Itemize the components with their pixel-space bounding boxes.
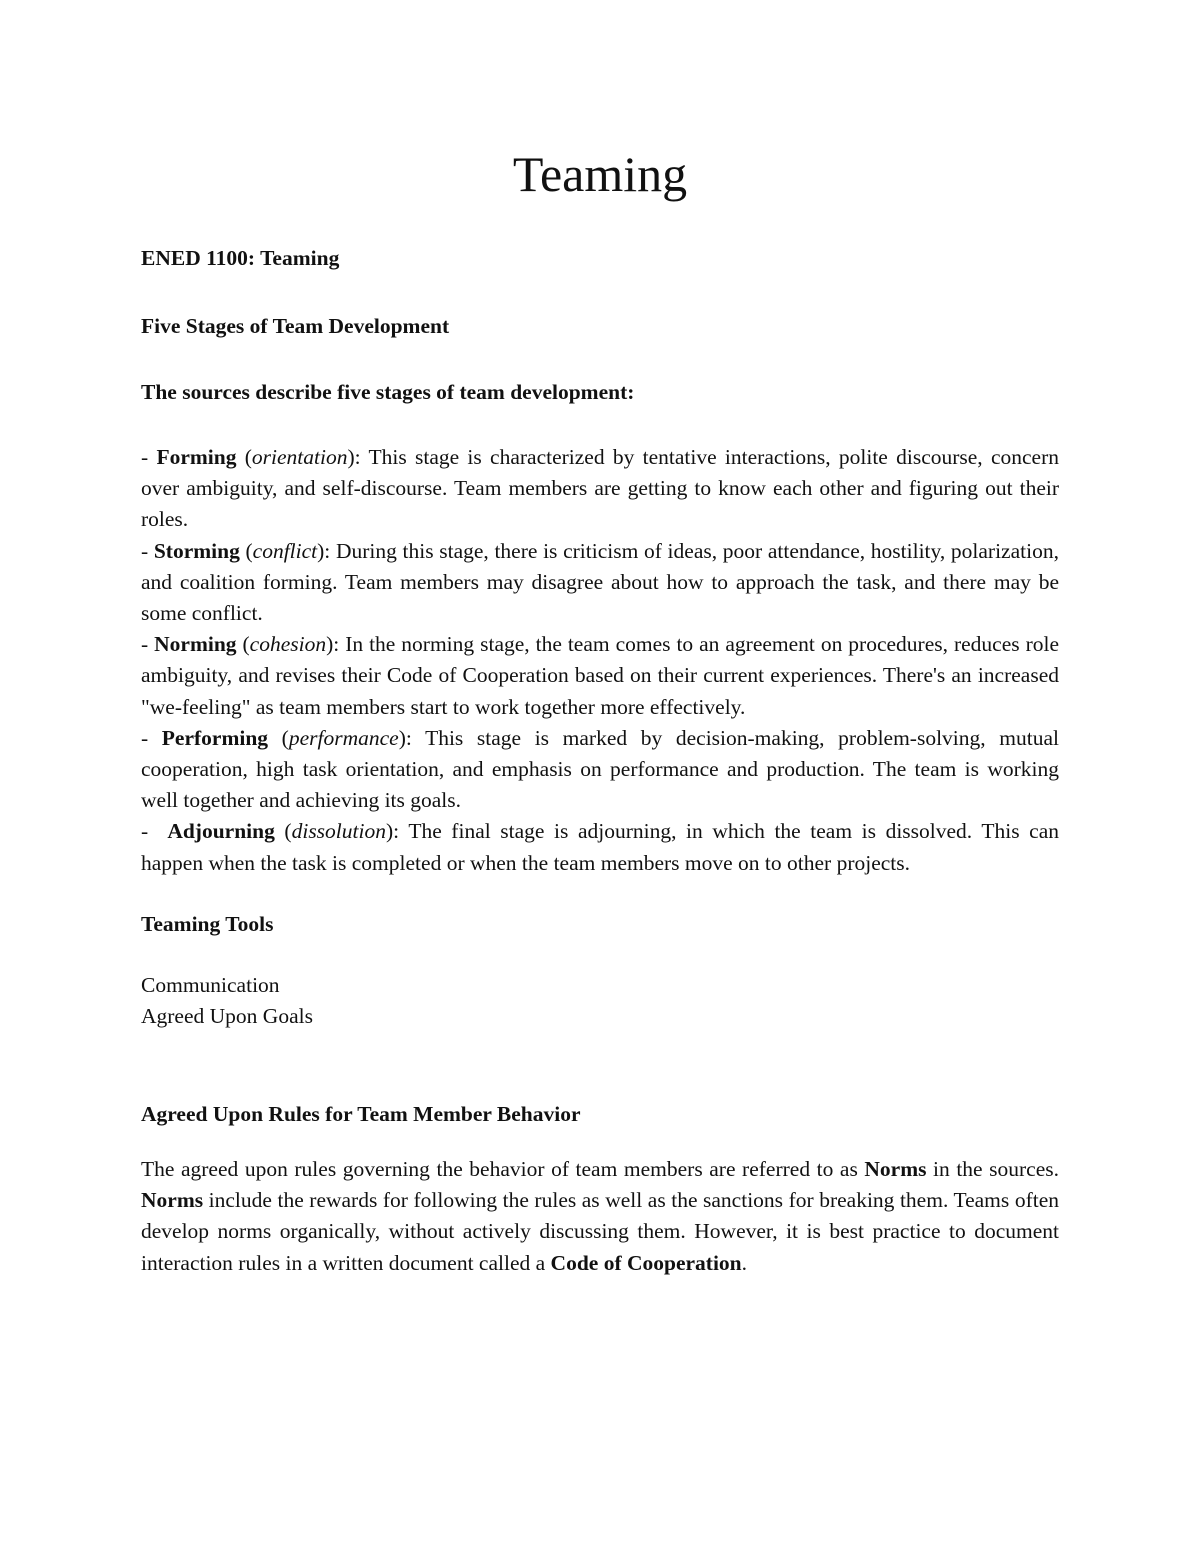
stage-prefix: - (141, 819, 168, 844)
stage-paren-close: ): (385, 819, 409, 844)
tools-list (141, 970, 313, 1032)
stage-prefix: - (141, 725, 162, 750)
stage-name: Adjourning (167, 819, 275, 844)
stage-description: This stage is characterized by tentative interactions, polite discourse, concern over ambiguity, and self-discourse. Team members are getting to know each other and figuring out their roles. (141, 445, 1059, 532)
stage-paren-open: ( (236, 632, 250, 657)
stage-item-norming (141, 629, 1059, 723)
stage-name: Storming (153, 538, 240, 563)
paragraph-text: include the rewards for following the rules as well as the sanctions for breaking them. Teams often develop norms organically, without actively discussing them. However, it is best practice to document interaction rules in a written document called a (141, 1188, 1059, 1275)
stage-paren-open: ( (268, 725, 289, 750)
term-code-of-cooperation: Code of Cooperation (550, 1250, 742, 1275)
stage-name: Performing (161, 725, 269, 750)
stage-paren-open: ( (274, 819, 292, 844)
stage-item-performing (141, 723, 1059, 817)
stage-alias: conflict (252, 538, 318, 563)
section-heading-rules: Agreed Upon Rules for Team Member Behavior (141, 1102, 581, 1126)
stage-paren-close: ): (317, 538, 336, 563)
tool-item: Communication (141, 973, 280, 997)
tool-item: Agreed Upon Goals (141, 1004, 313, 1029)
paragraph-text: The agreed upon rules governing the behavior of team members are referred to as (141, 1157, 865, 1181)
paragraph-text: . (741, 1250, 748, 1275)
stage-paren-close: ): (398, 725, 426, 750)
stage-name: Forming (156, 445, 237, 469)
section-heading-tools: Teaming Tools (141, 912, 274, 936)
stage-prefix: - (141, 445, 157, 469)
stage-description: During this stage, there is criticism of ideas, poor attendance, hostility, polarization, and coalition forming. Team members may disagree about how to approach the task, and there may be some conflict. (141, 538, 1059, 626)
paragraph-text: in the sources. (926, 1157, 1060, 1181)
term-norms: Norms (141, 1188, 204, 1213)
stage-prefix: - (141, 538, 154, 563)
stage-description: This stage is marked by decision-making, problem-solving, mutual cooperation, high task orientation, and emphasis on performance and production. The team is working well together and achieving its goals. (141, 725, 1059, 813)
course-heading: ENED 1100: Teaming (141, 246, 340, 270)
stage-paren-close: ): (347, 445, 369, 469)
stages-list (141, 442, 1059, 879)
stage-paren-open: ( (236, 445, 252, 469)
stage-prefix: - (141, 632, 155, 657)
sources-intro-heading: The sources describe five stages of team development: (141, 380, 635, 404)
rules-paragraph (141, 1154, 1059, 1279)
stage-paren-open: ( (239, 538, 253, 563)
stage-name: Norming (154, 632, 237, 657)
stage-item-storming (141, 536, 1059, 630)
stage-paren-close: ): (326, 632, 346, 657)
stage-description: In the norming stage, the team comes to an agreement on procedures, reduces role ambiguity, and revises their Code of Cooperation based on their current experiences. There's an increased "we-feeling" as team members start to work together more effectively. (141, 632, 1059, 719)
stage-alias: performance (288, 725, 399, 750)
stage-alias: dissolution (291, 819, 386, 844)
stage-description: The final stage is adjourning, in which the team is dissolved. This can happen when the task is completed or when the team members move on to other projects. (141, 819, 1059, 875)
stage-item-forming (141, 442, 1059, 536)
stage-alias: cohesion (249, 632, 327, 657)
term-norms: Norms (864, 1157, 927, 1181)
document-title: Teaming (512, 146, 688, 202)
stage-alias: orientation (251, 445, 348, 469)
stage-item-adjourning (141, 816, 1059, 878)
section-heading-stages: Five Stages of Team Development (141, 314, 450, 338)
